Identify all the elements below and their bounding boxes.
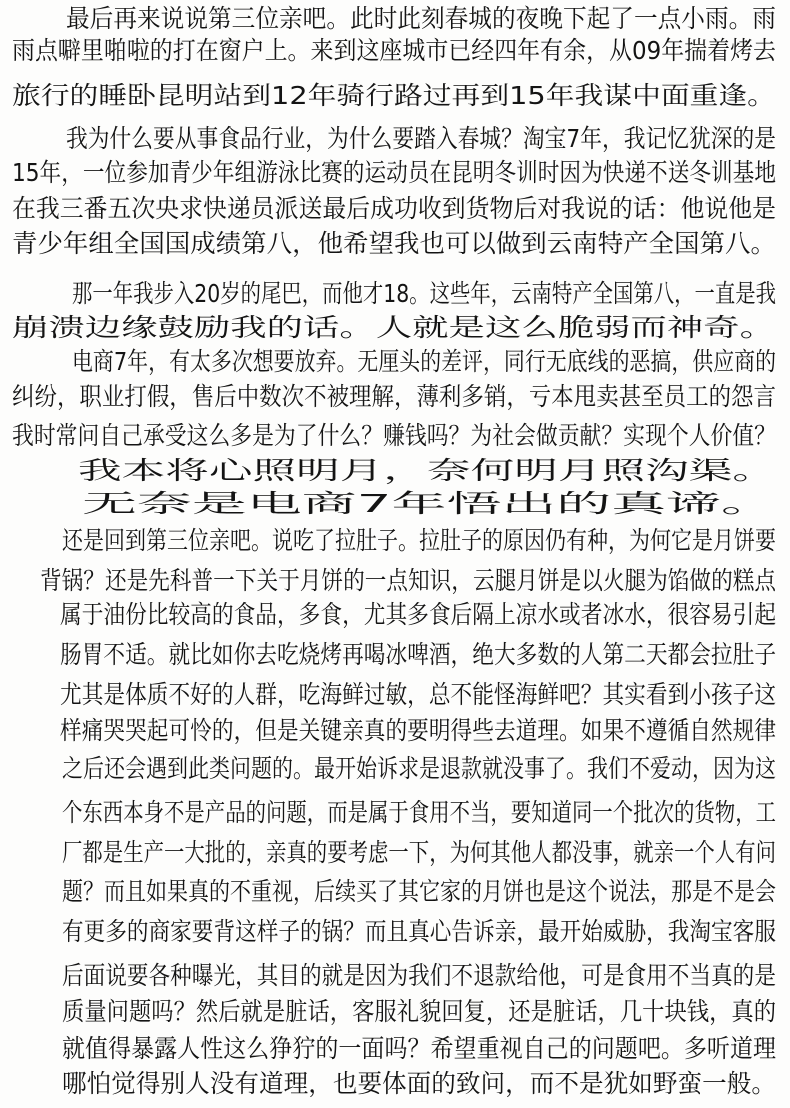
text-line: 在我三番五次央求快递员派送最后成功收到货物后对我说的话：他说他是 [12, 194, 777, 223]
text-line: 我为什么要从事食品行业，为什么要踏入春城？淘宝7年，我记忆犹深的是 [66, 124, 777, 153]
text-line: 无奈是电商7年悟出的真谛。 [82, 489, 776, 518]
text-line: 15年，一位参加青少年组游泳比赛的运动员在昆明冬训时因为快递不送冬训基地 [12, 158, 777, 187]
text-line: 质量问题吗？然后就是脏话，客服礼貌回复，还是脏话，几十块钱，真的 [62, 997, 777, 1026]
text-line: 之后还会遇到此类问题的。最开始诉求是退款就没事了。我们不爱动，因为这 [62, 754, 777, 783]
text-line: 我时常问自己承受这么多是为了什么？赚钱吗？为社会做贡献？实现个人价值？ [12, 421, 776, 450]
text-line: 纠纷，职业打假，售后中数次不被理解，薄利多销，亏本甩卖甚至员工的怨言 [12, 382, 776, 411]
text-line: 背锅？还是先科普一下关于月饼的一点知识，云腿月饼是以火腿为馅做的糕点 [40, 566, 777, 595]
text-line: 哪怕觉得别人没有道理，也要体面的致问，而不是犹如野蛮一般。 [62, 1069, 776, 1098]
text-line: 我本将心照明月，奈何明月照沟渠。 [78, 456, 776, 485]
text-line: 尤其是体质不好的人群，吃海鲜过敏，总不能怪海鲜吧？其实看到小孩子这 [60, 680, 777, 709]
text-line: 样痛哭哭起可怜的，但是关键亲真的要明得些去道理。如果不遵循自然规律 [60, 716, 777, 745]
text-line: 后面说要各种曝光，其目的就是因为我们不退款给他，可是食用不当真的是 [62, 961, 776, 990]
text-line: 就值得暴露人性这么狰狞的一面吗？希望重视自己的问题吧。多听道理 [62, 1034, 777, 1063]
text-line: 有更多的商家要背这样子的锅？而且真心告诉亲，最开始威胁，我淘宝客服 [62, 917, 776, 946]
text-line: 还是回到第三位亲吧。说吃了拉肚子。拉肚子的原因仍有种，为何它是月饼要 [62, 526, 777, 555]
text-line: 题？而且如果真的不重视，后续买了其它家的月饼也是这个说法，那是不是会 [62, 877, 777, 906]
text-line: 个东西本身不是产品的问题，而是属于食用不当，要知道同一个批次的货物，工 [62, 798, 777, 827]
text-line: 电商7年，有太多次想要放弃。无厘头的差评，同行无底线的恶搞，供应商的 [72, 347, 777, 376]
text-line: 崩溃边缘鼓励我的话。人就是这么脆弱而神奇。 [12, 313, 777, 342]
text-line: 厂都是生产一大批的，亲真的要考虑一下，为何其他人都没事，就亲一个人有问 [62, 838, 777, 867]
text-line: 雨点噼里啪啦的打在窗户上。来到这座城市已经四年有余，从09年揣着烤去 [12, 36, 777, 65]
text-line: 那一年我步入20岁的尾巴，而他才18。这些年，云南特产全国第八，一直是我 [72, 279, 777, 308]
text-line: 旅行的睡卧昆明站到12年骑行路过再到15年我谋中面重逢。 [12, 81, 776, 110]
text-line: 属于油份比较高的食品，多食，尤其多食后隔上凉水或者冰水，很容易引起 [60, 600, 777, 629]
text-line: 肠胃不适。就比如你去吃烧烤再喝冰啤酒，绝大多数的人第二天都会拉肚子 [60, 640, 777, 669]
text-line: 青少年组全国国成绩第八，他希望我也可以做到云南特产全国第八。 [12, 229, 776, 258]
text-line: 最后再来说说第三位亲吧。此时此刻春城的夜晚下起了一点小雨。雨 [66, 4, 776, 33]
